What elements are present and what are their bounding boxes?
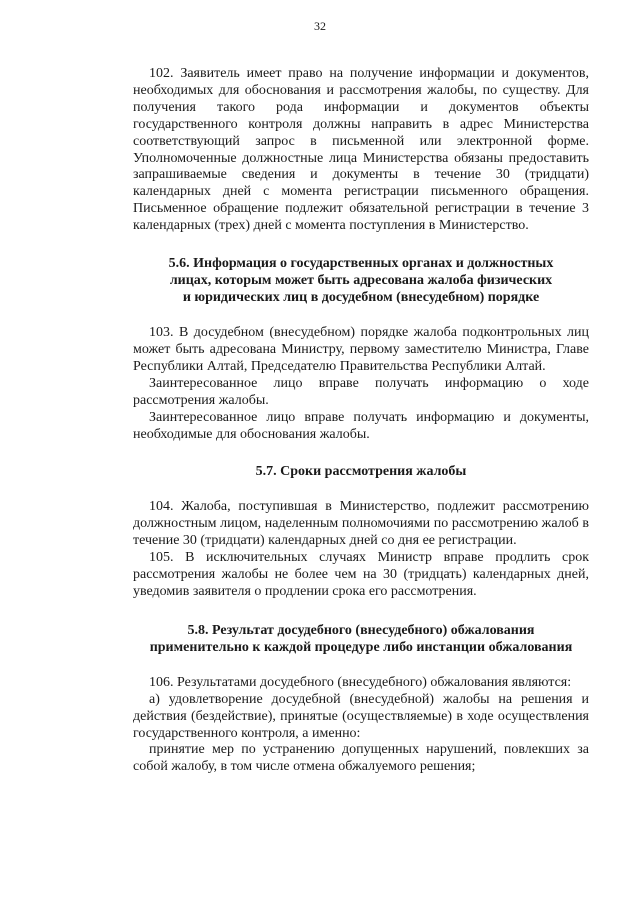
heading-line: и юридических лиц в досудебном (внесудебном) порядке [182, 290, 540, 306]
paragraph-106-b: принятие мер по устранению допущенных нарушений, повлекших за собой жалобу, в том числе отмена обжалуемого решения; [133, 742, 589, 775]
paragraph-106-a: а) удовлетворение досудебной (внесудебной) жалобы на решения и действия (бездействие), принятые (осуществляемые) в ходе осуществления государственного контроля, а именно: [133, 691, 589, 741]
paragraph-105: 105. В исключительных случаях Министр вправе продлить срок рассмотрения жалобы не более чем на 30 (тридцать) календарных дней, уведомив заявителя о продлении срока его рассмотрения. [133, 550, 589, 599]
heading-line: лицах, которым может быть адресована жалоба физических [169, 273, 553, 289]
heading-line: 5.6. Информация о государственных органах и должностных [168, 256, 554, 272]
paragraph-103-b: Заинтересованное лицо вправе получать информацию и документы, необходимые для обоснования жалобы. [133, 409, 589, 442]
section-heading-5-6 [133, 255, 589, 306]
section-heading-5-7: 5.7. Сроки рассмотрения жалобы [255, 464, 467, 480]
paragraph-104: 104. Жалоба, поступившая в Министерство, подлежит рассмотрению должностным лицом, наделенным полномочиями по рассмотрению жалоб в течение 30 (тридцати) календарных дней со дня ее регистрации. [133, 499, 589, 549]
document-body [133, 66, 589, 776]
section-heading-5-8 [133, 622, 589, 656]
paragraph-106: 106. Результатами досудебного (внесудебного) обжалования являются: [149, 674, 572, 690]
paragraph-102: 102. Заявитель имеет право на получение информации и документов, необходимых для обоснования и рассмотрения жалобы, по существу. Для получения такого рода информации и документов объекты государственного контроля должны направить в адрес Министерства соответствующий запрос в письменной или электронной форме. Уполномоченные должностные лица Министерства обязаны предоставить запрашиваемые сведения и документы в течение 30 (тридцати) календарных дней с момента регистрации письменного обращения. Письменное обращение подлежит обязательной регистрации в течение 3 календарных (трех) дней с момента поступления в Министерство. [133, 66, 589, 234]
paragraph-103: 103. В досудебном (внесудебном) порядке жалоба подконтрольных лиц может быть адресована Министру, первому заместителю Министра, Главе Республики Алтай, Председателю Правительства Республики Алтай. [133, 325, 589, 374]
heading-line: применительно к каждой процедуре либо инстанции обжалования [149, 639, 573, 655]
paragraph-103-a: Заинтересованное лицо вправе получать информацию о ходе рассмотрения жалобы. [133, 375, 589, 408]
heading-line: 5.8. Результат досудебного (внесудебного) обжалования [187, 622, 535, 638]
page-number: 32 [314, 19, 326, 33]
